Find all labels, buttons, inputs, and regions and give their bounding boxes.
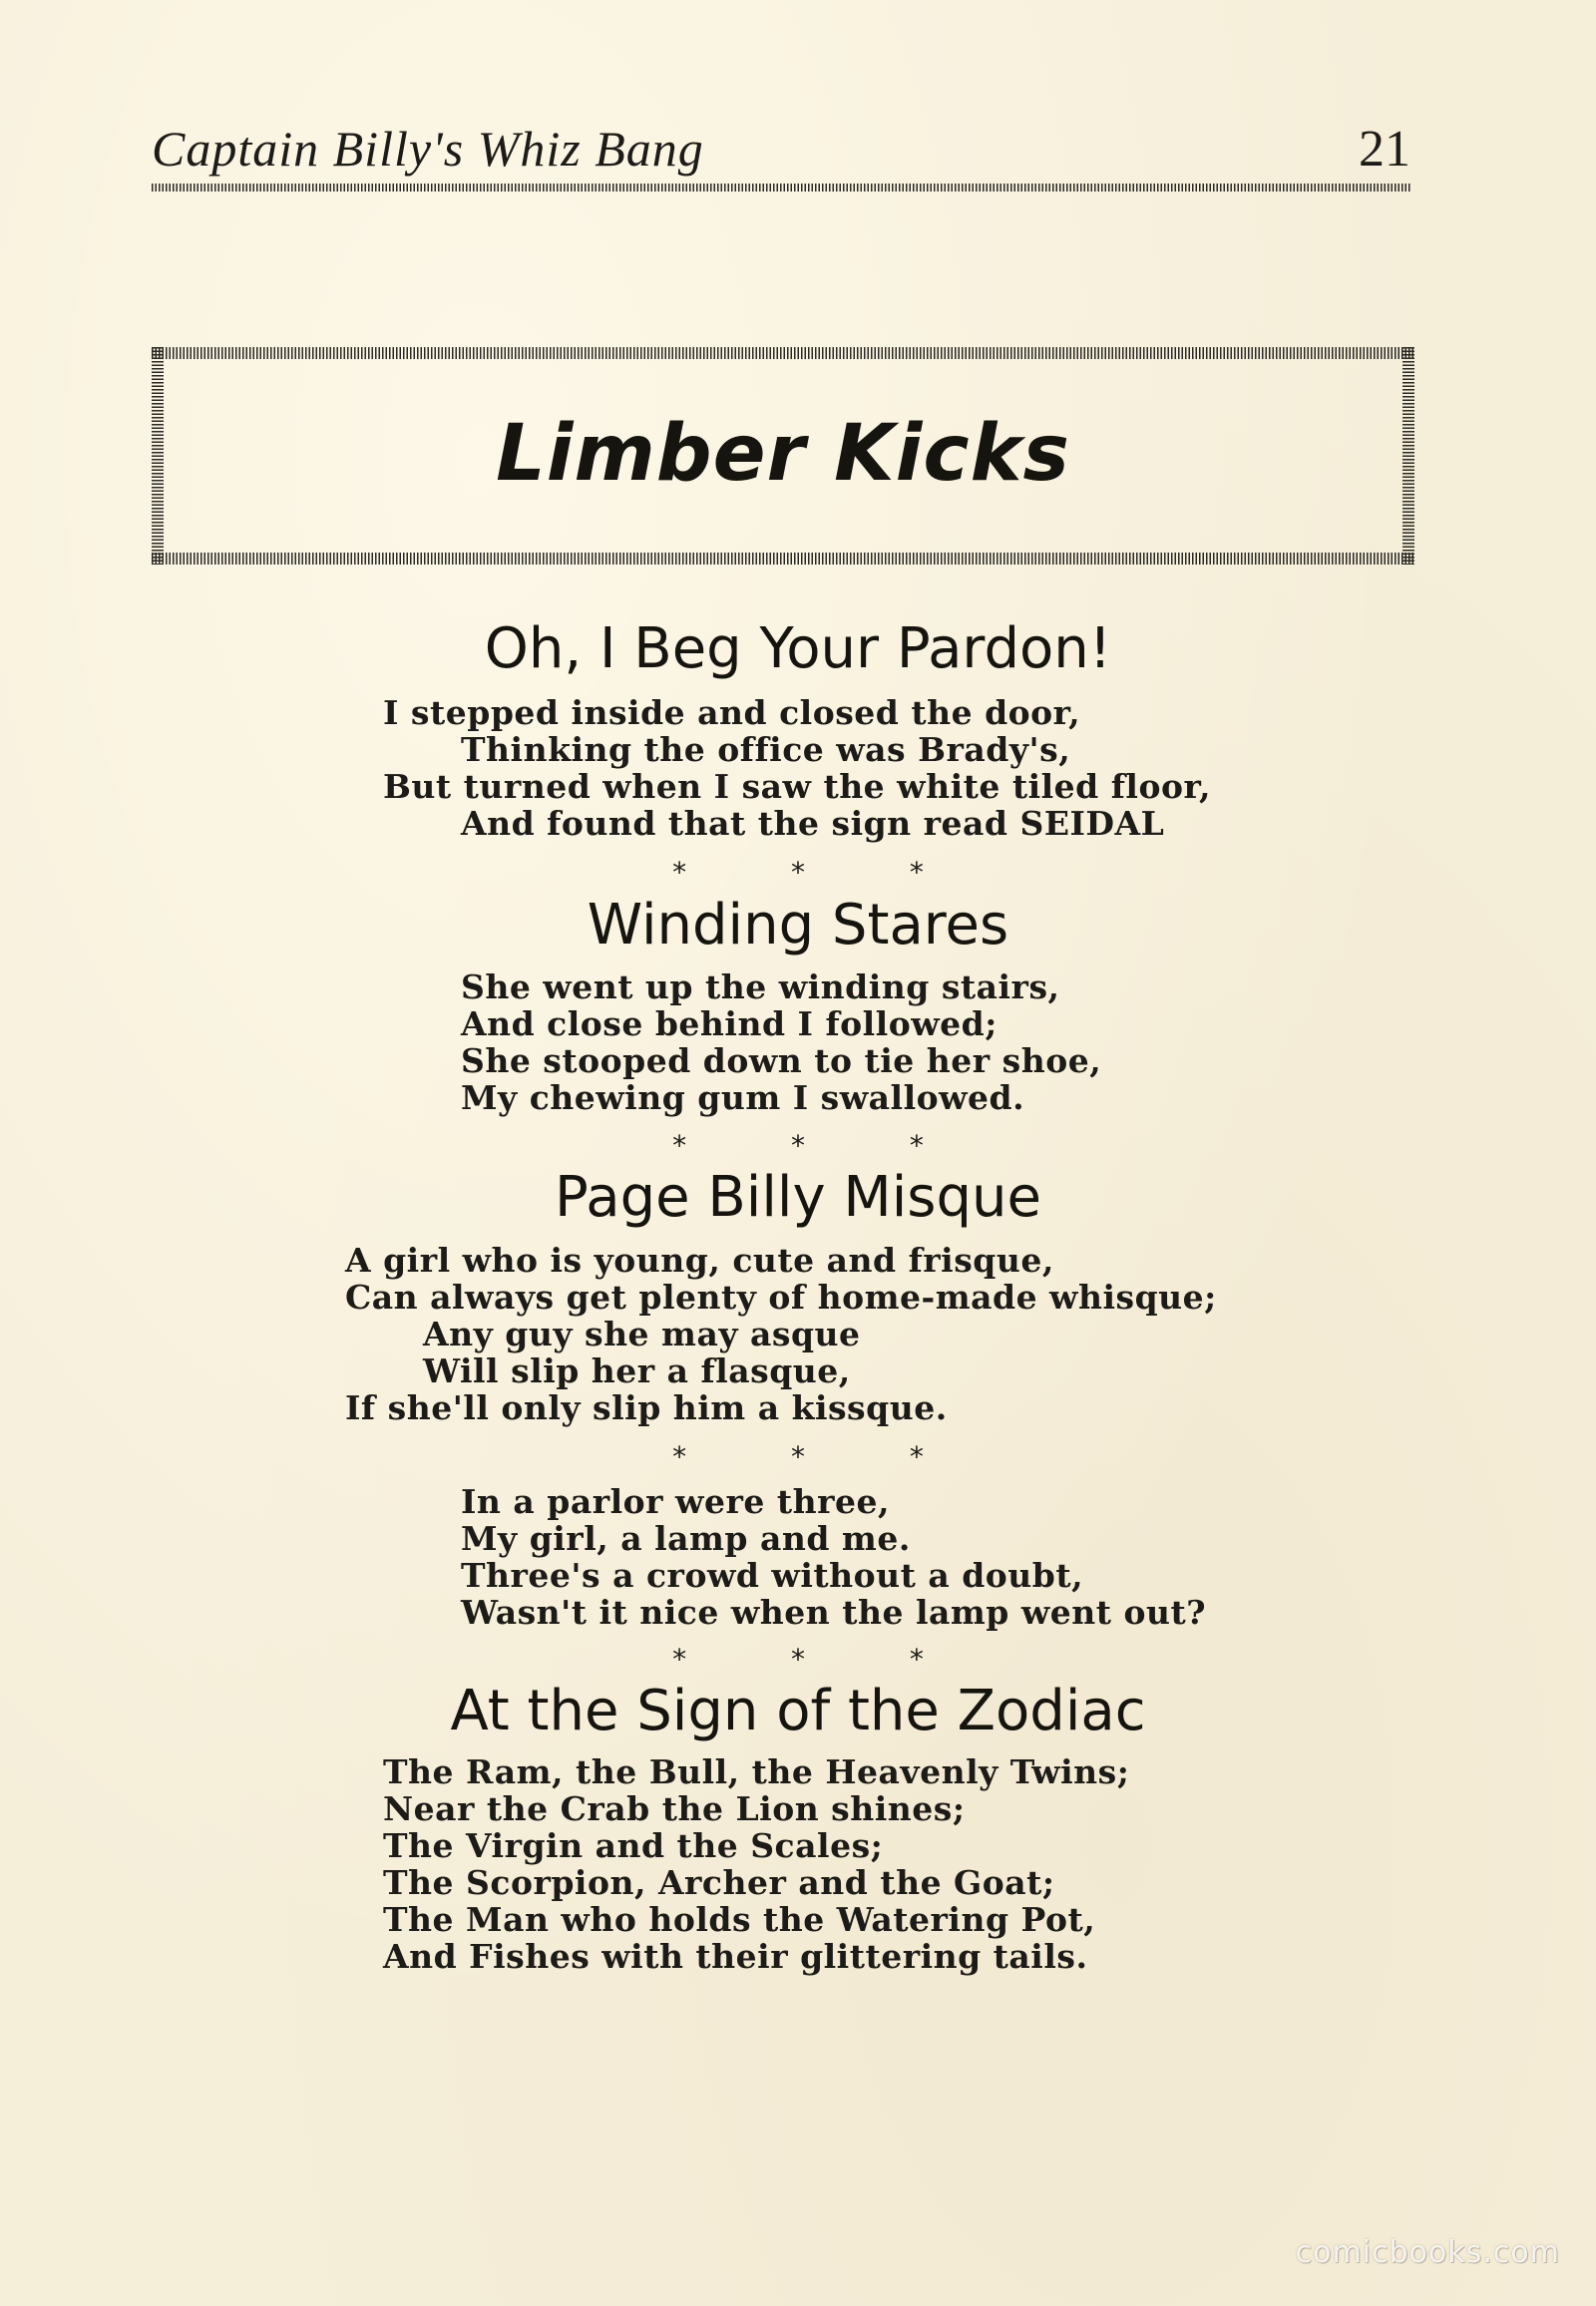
poem-line: The Virgin and the Scales; xyxy=(383,1826,884,1865)
poem-line: She went up the winding stairs, xyxy=(461,967,1060,1006)
poem-title: Winding Stares xyxy=(587,893,1009,958)
running-title: Captain Billy's Whiz Bang xyxy=(152,121,704,177)
separator: * * * xyxy=(672,856,972,889)
running-header xyxy=(152,120,1410,182)
poem-line: Can always get plenty of home-made whisque; xyxy=(345,1278,1217,1317)
poem-line: The Scorpion, Archer and the Goat; xyxy=(383,1863,1055,1902)
poem-line: Thinking the office was Brady's, xyxy=(461,730,1071,769)
header-rule xyxy=(152,184,1410,192)
poem-line: But turned when I saw the white tiled floor, xyxy=(383,767,1211,806)
poem-line: And found that the sign read SEIDAL xyxy=(461,804,1165,843)
poem-title: At the Sign of the Zodiac xyxy=(450,1679,1146,1743)
poem-line: I stepped inside and closed the door, xyxy=(383,693,1081,732)
separator: * * * xyxy=(672,1643,972,1676)
poem-line: Will slip her a flasque, xyxy=(423,1351,851,1390)
title-box-border-bottom xyxy=(152,553,1414,565)
poem-line: The Ram, the Bull, the Heavenly Twins; xyxy=(383,1752,1130,1791)
poem-line: Three's a crowd without a doubt, xyxy=(461,1556,1084,1595)
page-number: 21 xyxy=(1359,121,1410,178)
separator: * * * xyxy=(672,1440,972,1473)
poem-title: Oh, I Beg Your Pardon! xyxy=(484,616,1112,681)
separator: * * * xyxy=(672,1129,972,1162)
poem-line: My girl, a lamp and me. xyxy=(461,1519,911,1558)
poem-line: Wasn't it nice when the lamp went out? xyxy=(461,1593,1207,1632)
section-title: Limber Kicks xyxy=(496,409,1070,499)
poem-line: In a parlor were three, xyxy=(461,1482,890,1521)
section-title-box xyxy=(152,347,1414,565)
poem-line: Any guy she may asque xyxy=(423,1315,861,1353)
poem-line: My chewing gum I swallowed. xyxy=(461,1078,1025,1117)
poem-line: And close behind I followed; xyxy=(461,1004,998,1043)
poem-line: And Fishes with their glittering tails. xyxy=(383,1937,1088,1976)
poem-line: The Man who holds the Watering Pot, xyxy=(383,1900,1096,1939)
watermark: comicbooks.com xyxy=(1295,2235,1560,2270)
poem-title: Page Billy Misque xyxy=(555,1165,1041,1230)
poem-line: If she'll only slip him a kissque. xyxy=(345,1388,948,1427)
title-box-border-top xyxy=(152,347,1414,359)
poem-line: A girl who is young, cute and frisque, xyxy=(345,1241,1054,1280)
poem-line: Near the Crab the Lion shines; xyxy=(383,1789,966,1828)
poem-line: She stooped down to tie her shoe, xyxy=(461,1041,1102,1080)
